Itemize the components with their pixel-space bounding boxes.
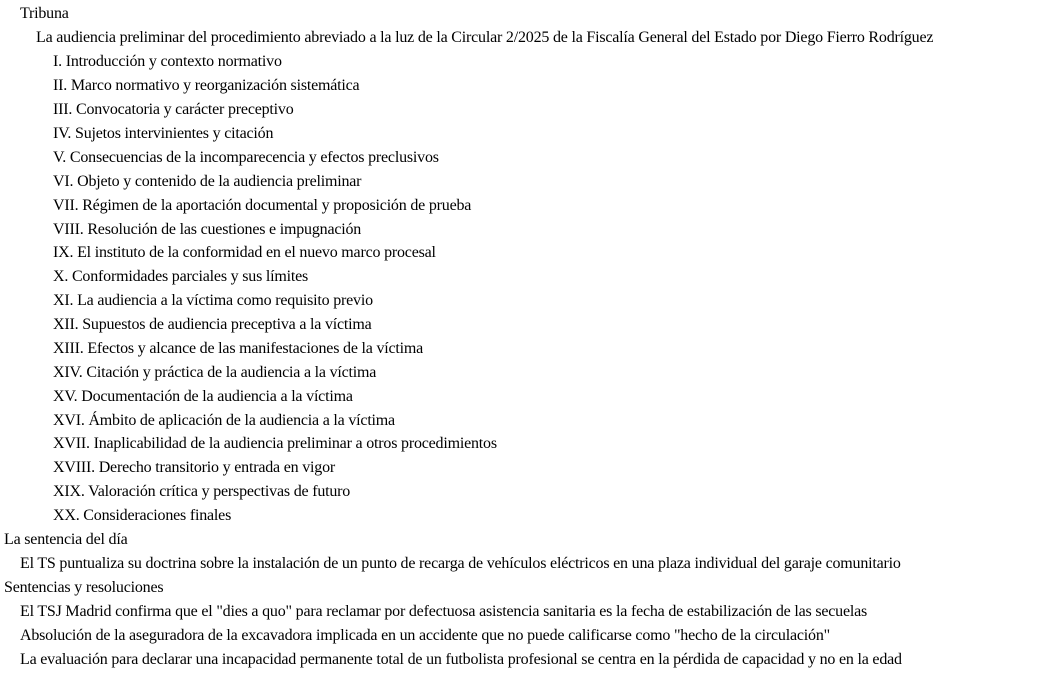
article-title[interactable]: La audiencia preliminar del procedimiento abreviado a la luz de la Circular 2/2025 de la Fiscalía General del Estado por Diego Fierro Rodríguez (36, 29, 934, 46)
chapter-link-11[interactable]: XI. La audiencia a la víctima como requisito previo (53, 292, 373, 309)
chapter-link-15[interactable]: XV. Documentación de la audiencia a la víctima (53, 388, 353, 405)
chapter-link-16[interactable]: XVI. Ámbito de aplicación de la audiencia a la víctima (53, 412, 395, 429)
chapter-link-5[interactable]: V. Consecuencias de la incomparecencia y efectos preclusivos (53, 149, 439, 166)
section-label-tribuna: Tribuna (20, 5, 69, 22)
section-label-sentencias-y-resoluciones: Sentencias y resoluciones (4, 579, 164, 596)
chapter-link-8[interactable]: VIII. Resolución de las cuestiones e impugnación (53, 221, 362, 238)
chapter-link-17[interactable]: XVII. Inaplicabilidad de la audiencia preliminar a otros procedimientos (53, 435, 497, 452)
chapter-link-4[interactable]: IV. Sujetos intervinientes y citación (53, 125, 274, 142)
article-link-resolucion-3[interactable]: La evaluación para declarar una incapacidad permanente total de un futbolista profesional se centra en la pérdida de capacidad y no en la edad (20, 651, 902, 668)
article-link-resolucion-2[interactable]: Absolución de la aseguradora de la excavadora implicada en un accidente que no puede calificarse como "hecho de la circulación" (20, 627, 830, 644)
article-link-audiencia-preliminar[interactable] (36, 28, 933, 48)
article-link-sentencia-del-dia[interactable]: El TS puntualiza su doctrina sobre la instalación de un punto de recarga de vehículos eléctricos en una plaza individual del garaje comunitario (20, 555, 901, 572)
chapter-link-7[interactable]: VII. Régimen de la aportación documental y proposición de prueba (53, 197, 472, 214)
chapter-link-1[interactable]: I. Introducción y contexto normativo (53, 53, 282, 70)
chapter-link-12[interactable]: XII. Supuestos de audiencia preceptiva a la víctima (53, 316, 372, 333)
chapter-link-10[interactable]: X. Conformidades parciales y sus límites (53, 268, 309, 285)
chapter-link-18[interactable]: XVIII. Derecho transitorio y entrada en vigor (53, 459, 336, 476)
chapter-link-19[interactable]: XIX. Valoración crítica y perspectivas de futuro (53, 483, 351, 500)
article-link-resolucion-1[interactable]: El TSJ Madrid confirma que el "dies a quo" para reclamar por defectuosa asistencia sanitaria es la fecha de estabilización de las secuelas (20, 603, 868, 620)
chapter-link-2[interactable]: II. Marco normativo y reorganización sistemática (53, 77, 360, 94)
chapter-link-9[interactable]: IX. El instituto de la conformidad en el nuevo marco procesal (53, 244, 436, 261)
section-label-sentencia-del-dia: La sentencia del día (4, 531, 128, 548)
chapter-link-3[interactable]: III. Convocatoria y carácter preceptivo (53, 101, 294, 118)
chapter-link-6[interactable]: VI. Objeto y contenido de la audiencia preliminar (53, 173, 362, 190)
chapter-link-13[interactable]: XIII. Efectos y alcance de las manifestaciones de la víctima (53, 340, 424, 357)
chapter-link-20[interactable]: XX. Consideraciones finales (53, 507, 232, 524)
chapter-link-14[interactable]: XIV. Citación y práctica de la audiencia a la víctima (53, 364, 377, 381)
